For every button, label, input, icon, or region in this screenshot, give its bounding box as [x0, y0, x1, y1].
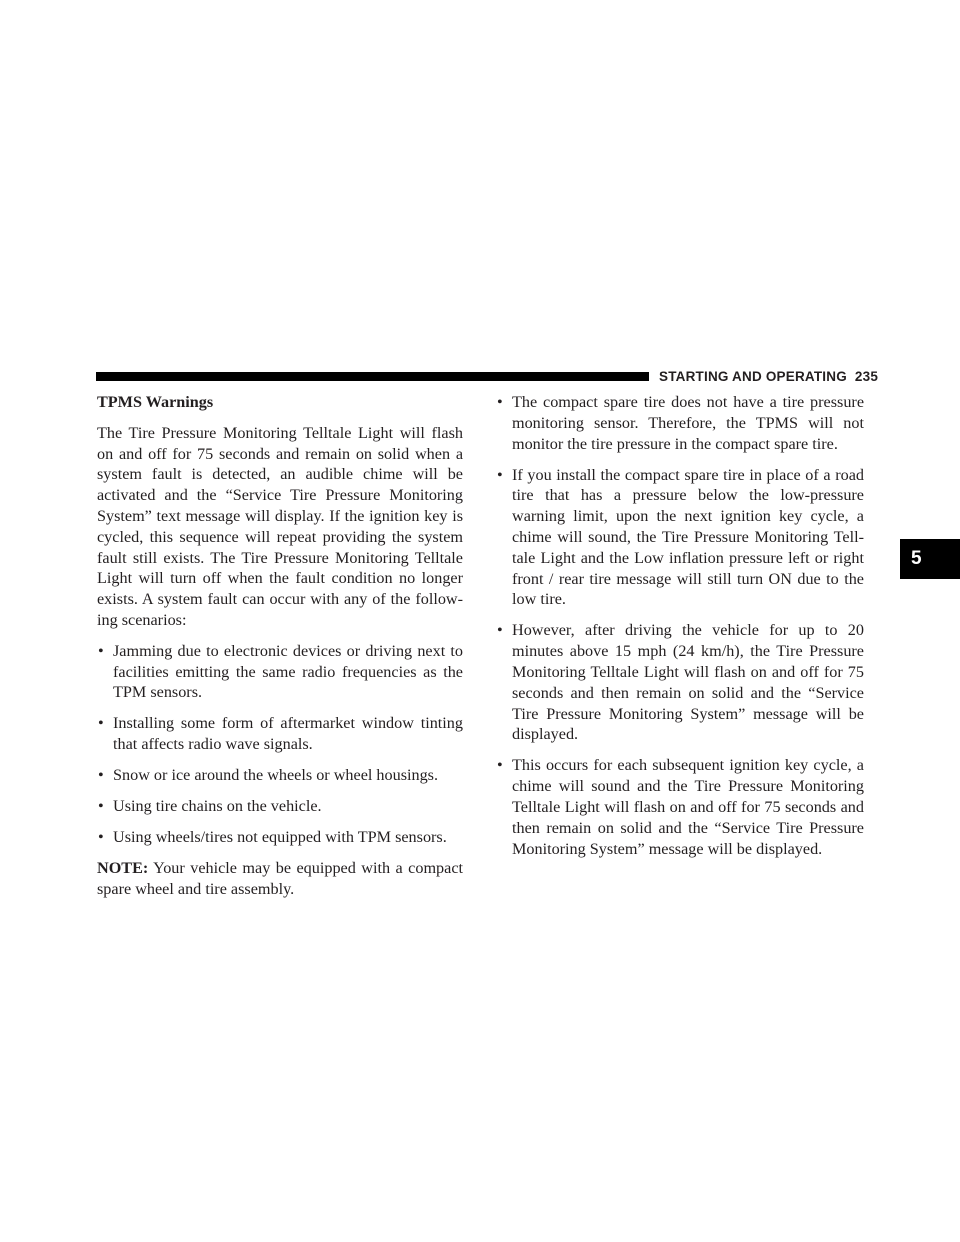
note-label: NOTE: [97, 859, 149, 878]
list-item-text: This occurs for each subsequent ignition key cycle, a chime will sound and the Tire Pressure Monitoring Telltale Light will flash on and off for 75 seconds and then remain on solid and the “Service Tire Pressure Monitoring System” message will be displayed. [512, 756, 864, 858]
bullet-glyph: • [497, 621, 503, 640]
left-column [97, 392, 463, 910]
header-rule [96, 372, 649, 381]
list-item-text: Snow or ice around the wheels or wheel housings. [113, 766, 439, 785]
note-paragraph [97, 858, 463, 900]
bullet-glyph: • [98, 797, 104, 816]
spare-tire-list [496, 392, 864, 859]
bullet-glyph: • [98, 766, 104, 785]
fault-scenarios-list [97, 641, 463, 848]
section-heading: TPMS Warnings [97, 393, 214, 411]
list-item-text: Jamming due to electronic devices or driving next to facilities emitting the same radio frequencies as the TPM sensors. [113, 641, 463, 702]
list-item [496, 620, 864, 745]
list-item-text: However, after driving the vehicle for up to 20 minutes above 15 mph (24 km/h), the Tire Pressure Monitoring Telltale Light will flash on and off for 75 seconds and then remain on solid and the “Service Tire Pressure Monitoring System” message will be displayed. [512, 621, 864, 744]
list-item-text: Using tire chains on the vehicle. [113, 797, 322, 816]
bullet-glyph: • [98, 641, 104, 660]
list-item [97, 765, 463, 786]
list-item-text: If you install the compact spare tire in place of a road tire that has a pressure below the low-pressure warning limit, upon the next ignition key cycle, a chime will sound, the Tire Pressure Monitoring Tell-tale Light and the Low inflation pressure left or right front / rear tire message will still turn ON due to the low tire. [512, 465, 864, 609]
list-item [496, 755, 864, 859]
bullet-glyph: • [497, 465, 503, 484]
bullet-glyph: • [98, 714, 104, 733]
bullet-glyph: • [98, 828, 104, 847]
note-text: Your vehicle may be equipped with a compact spare wheel and tire assembly. [97, 859, 463, 898]
right-column [496, 392, 864, 869]
list-item [496, 392, 864, 454]
list-item-text: Installing some form of aftermarket window tinting that affects radio wave signals. [113, 714, 463, 754]
list-item [97, 827, 463, 848]
list-item [97, 641, 463, 703]
bullet-glyph: • [497, 756, 503, 775]
running-header [659, 369, 878, 385]
list-item-text: The compact spare tire does not have a tire pressure monitoring sensor. Therefore, the TPMS will not monitor the tire pressure in the compact spare tire. [512, 393, 864, 453]
section-name: STARTING AND OPERATING [659, 369, 847, 384]
intro-paragraph: The Tire Pressure Monitoring Telltale Light will flash on and off for 75 seconds and remain on solid when a system fault is detected, an audible chime will be activated and the “Service Tire Pressure Monitoring System” text message will display. If the ignition key is cycled, this sequence will repeat providing the system fault still exists. The Tire Pressure Monitoring Telltale Light will turn off when the fault condition no longer exists. A system fault can occur with any of the follow-ing scenarios: [97, 423, 463, 629]
list-item [496, 465, 864, 611]
bullet-glyph: • [497, 393, 503, 411]
list-item [97, 713, 463, 755]
chapter-tab: 5 [900, 539, 960, 579]
list-item-text: Using wheels/tires not equipped with TPM sensors. [113, 828, 447, 847]
page-number: 235 [854, 369, 879, 384]
list-item [97, 796, 463, 817]
